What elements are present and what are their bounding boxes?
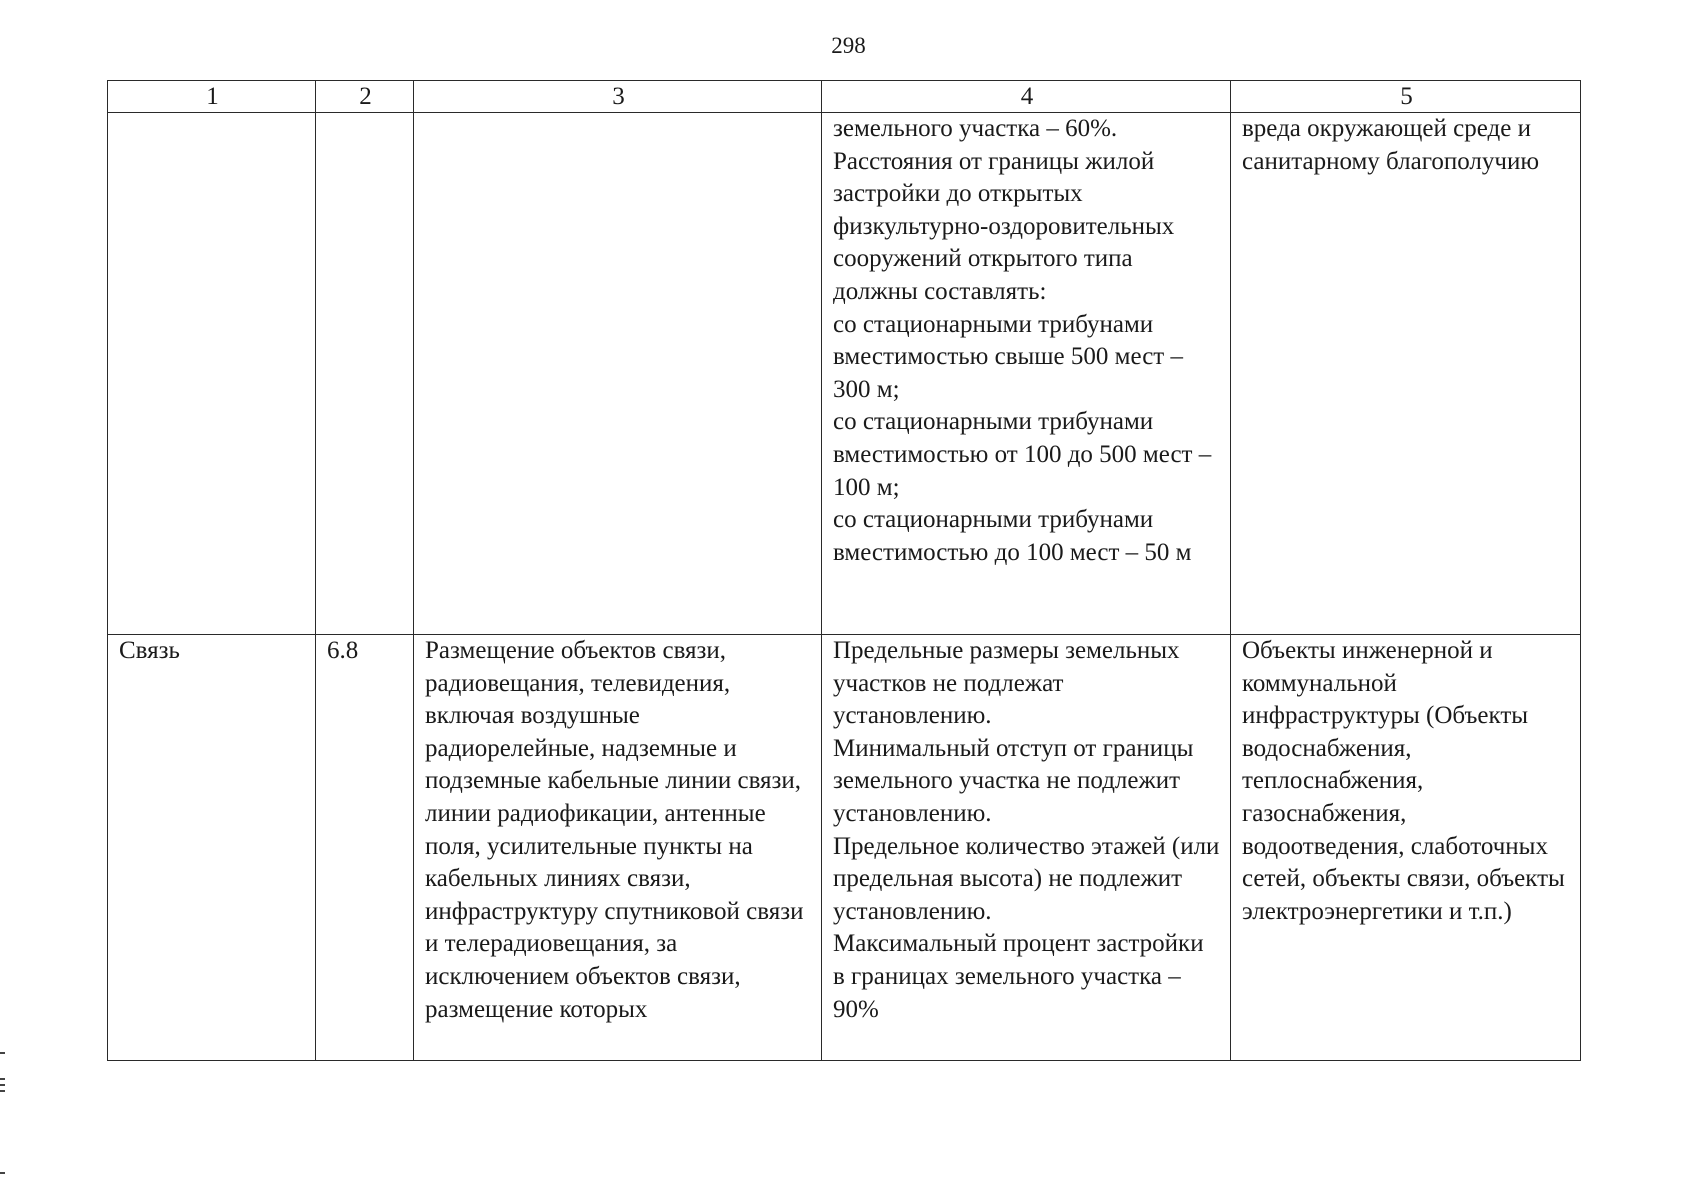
scan-edge-mark [0, 1084, 5, 1086]
cell-name: Связь [108, 635, 316, 1061]
cell-conditions: вреда окружающей среде и санитарному благополучию [1231, 113, 1581, 635]
cell-conditions: Объекты инженерной и коммунальной инфраструктуры (Объекты водоснабжения, теплоснабжения, газоснабжения, водоотведения, слаботочных сетей, объекты связи, объекты электроэнергетики и т.п.) [1231, 635, 1581, 1061]
scan-edge-mark [0, 1090, 5, 1092]
scan-edge-mark [0, 1052, 5, 1054]
header-col-4: 4 [822, 81, 1231, 113]
cell-parameters: Предельные размеры земельных участков не подлежат установлению. Минимальный отступ от границы земельного участка не подлежит установлению. Предельное количество этажей (или предельная высота) не подлежит установлению. Максимальный процент застройки в границах земельного участка – 90% [822, 635, 1231, 1061]
cell-parameters: земельного участка – 60%. Расстояния от границы жилой застройки до открытых физкультурно-оздоровительных сооружений открытого типа должны составлять: со стационарными трибунами вместимостью свыше 500 мест – 300 м; со стационарными трибунами вместимостью от 100 до 500 мест – 100 м; со стационарными трибунами вместимостью до 100 мест – 50 м [822, 113, 1231, 635]
header-col-2: 2 [316, 81, 414, 113]
table-header-row [108, 81, 1581, 113]
cell-name [108, 113, 316, 635]
cell-description: Размещение объектов связи, радиовещания, телевидения, включая воздушные радиорелейные, надземные и подземные кабельные линии связи, линии радиофикации, антенные поля, усилительные пункты на кабельных линиях связи, инфраструктуру спутниковой связи и телерадиовещания, за исключением объектов связи, размещение которых [414, 635, 822, 1061]
scan-edge-mark [0, 1172, 5, 1174]
scan-edge-mark [0, 1078, 5, 1080]
land-use-table [107, 80, 1581, 1061]
cell-code: 6.8 [316, 635, 414, 1061]
table-row [108, 113, 1581, 635]
header-col-3: 3 [414, 81, 822, 113]
table-row [108, 635, 1581, 1061]
page-number: 298 [831, 33, 866, 58]
header-col-1: 1 [108, 81, 316, 113]
header-col-5: 5 [1231, 81, 1581, 113]
cell-code [316, 113, 414, 635]
cell-description [414, 113, 822, 635]
